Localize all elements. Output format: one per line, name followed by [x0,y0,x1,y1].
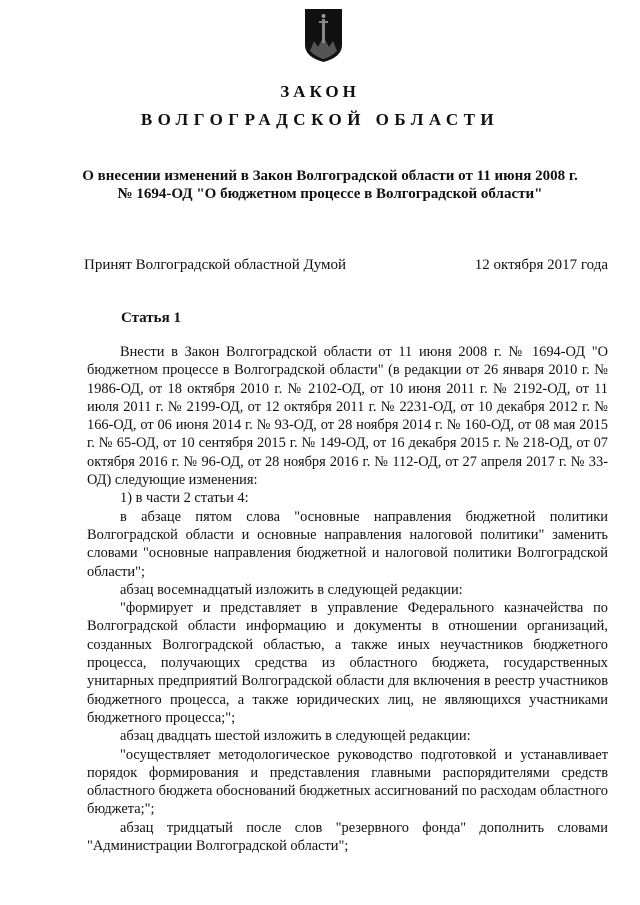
paragraph: 1) в части 2 статьи 4: [120,490,249,507]
region-title: ВОЛГОГРАДСКОЙ ОБЛАСТИ [140,110,500,129]
adoption-date: 12 октября 2017 года [474,257,608,273]
adopted-by: Принят Волгоградской областной Думой [84,257,347,273]
subtitle-line-1: О внесении изменений в Закон Волгоградской области от 11 июня 2008 г. [82,168,578,184]
paragraph: "осуществляет методологическое руководство подготовкой и устанавливает порядок формирования и представления главными распорядителями средств областного бюджета обоснований бюджетных ассигнований по расходам областного бюджета;"; [87,746,608,818]
paragraph: в абзаце пятом слова "основные направления бюджетной политики Волгоградской области и основные направления налоговой политики" заменить словами "основные направления бюджетной и налоговой политики Волгоградской области"; [87,508,608,580]
coat-of-arms-emblem [303,7,344,64]
paragraph: абзац двадцать шестой изложить в следующей редакции: [120,728,471,745]
paragraph: абзац восемнадцатый изложить в следующей редакции: [120,581,463,598]
document-type-title: ЗАКОН [280,82,360,101]
subtitle-line-2: № 1694-ОД "О бюджетном процессе в Волгоградской области" [117,186,543,202]
article-body [87,343,608,855]
article-heading: Статья 1 [121,310,181,326]
paragraph: абзац тридцатый после слов "резервного фонда" дополнить словами "Администрации Волгоградской области"; [87,819,608,855]
paragraph: Внести в Закон Волгоградской области от 11 июня 2008 г. № 1694-ОД "О бюджетном процессе в Волгоградской области" (в редакции от 26 января 2010 г. № 1986-ОД, от 18 октября 2010 г. № 2102-ОД, от 10 июня 2011 г. № 2192-ОД, от 11 июля 2011 г. № 2199-ОД, от 12 октября 2011 г. № 2231-ОД, от 10 декабря 2012 г. № 166-ОД, от 06 июня 2014 г. № 93-ОД, от 28 ноября 2014 г. № 160-ОД, от 08 мая 2015 г. № 65-ОД, от 10 сентября 2015 г. № 149-ОД, от 16 декабря 2015 г. № 218-ОД, от 07 октября 2016 г. № 96-ОД, от 28 ноября 2016 г. № 112-ОД, от 27 апреля 2017 г. № 33-ОД) следующие изменения: [87,344,608,489]
law-subtitle [40,167,620,203]
paragraph: "формирует и представляет в управление Федерального казначейства по Волгоградской области информацию и документы в отношении организаций, созданных Волгоградской областью, а также иных неучастников бюджетного процесса, получающих средства из областного бюджета, государственных унитарных предприятий Волгоградской области для включения в реестр участников бюджетного процесса, а также юридических лиц, не являющихся участниками бюджетного процесса;"; [87,600,608,726]
